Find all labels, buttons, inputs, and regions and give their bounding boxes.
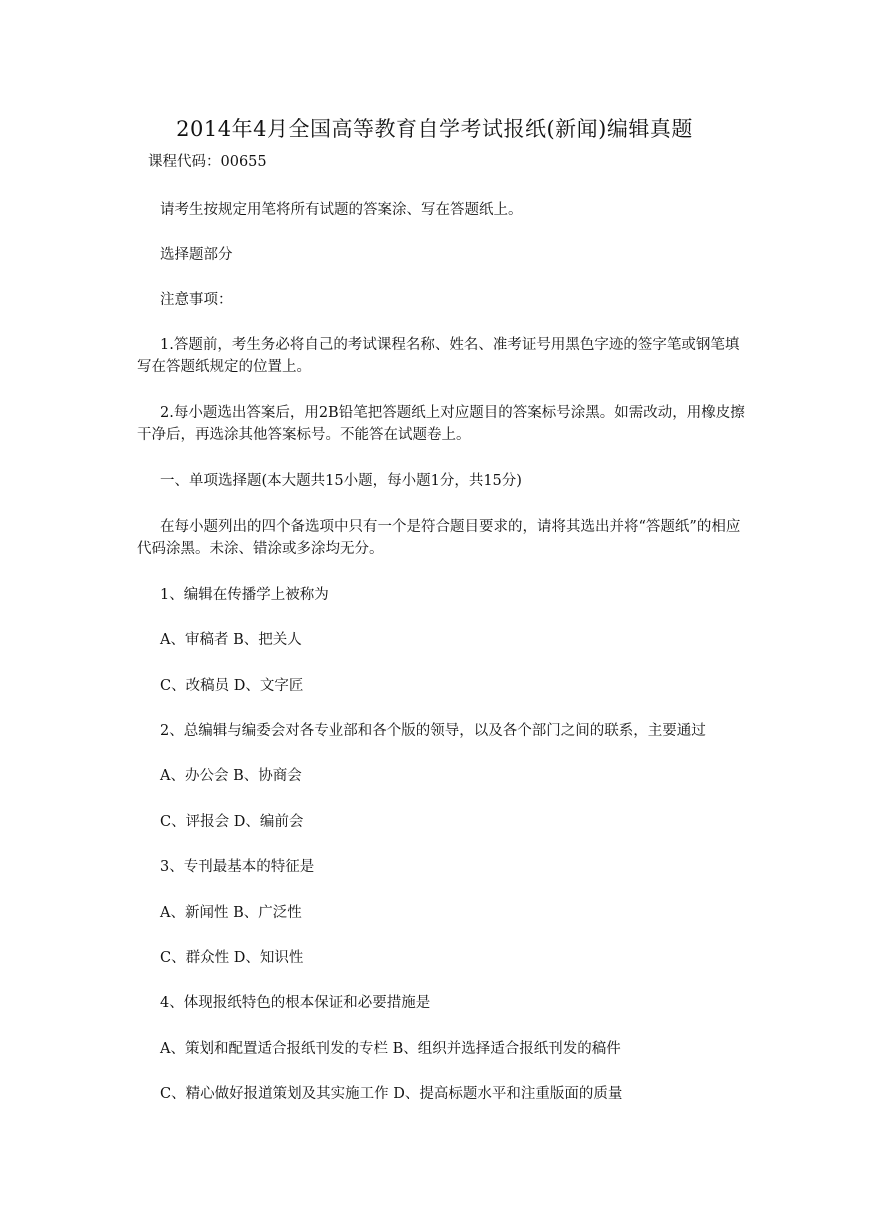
part-one-heading: 一、单项选择题(本大题共15小题，每小题1分，共15分) — [160, 473, 522, 489]
question-4-options-ab: A、策划和配置适合报纸刊发的专栏 B、组织并选择适合报纸刊发的稿件 — [160, 1041, 621, 1057]
question-3-options-cd: C、群众性 D、知识性 — [160, 950, 304, 966]
question-3-stem: 3、专刊最基本的特征是 — [160, 859, 315, 875]
notice-label: 注意事项： — [160, 292, 233, 308]
question-2-options-ab: A、办公会 B、协商会 — [160, 768, 302, 784]
part-one-instruction: 在每小题列出的四个备选项中只有一个是符合题目要求的，请将其选出并将“答题纸”的相应代码涂黑。未涂、错涂或多涂均无分。 — [137, 519, 741, 557]
notice-item-2: 2.每小题选出答案后，用2B铅笔把答题纸上对应题目的答案标号涂黑。如需改动，用橡皮擦干净后，再选涂其他答案标号。不能答在试题卷上。 — [137, 405, 745, 443]
question-1-options-cd: C、改稿员 D、文字匠 — [160, 678, 304, 694]
question-3-options-ab: A、新闻性 B、广泛性 — [160, 905, 302, 921]
question-2-stem: 2、总编辑与编委会对各专业部和各个版的领导，以及各个部门之间的联系，主要通过 — [160, 723, 706, 739]
question-4-stem: 4、体现报纸特色的根本保证和必要措施是 — [160, 995, 431, 1011]
course-code: 课程代码：00655 — [148, 154, 267, 170]
section-label: 选择题部分 — [160, 247, 233, 263]
question-2-options-cd: C、评报会 D、编前会 — [160, 814, 304, 830]
question-1-stem: 1、编辑在传播学上被称为 — [160, 587, 329, 603]
question-1-options-ab: A、审稿者 B、把关人 — [160, 632, 302, 648]
document-title: 2014年4月全国高等教育自学考试报纸(新闻)编辑真题 — [176, 117, 693, 141]
question-4-options-cd: C、精心做好报道策划及其实施工作 D、提高标题水平和注重版面的质量 — [160, 1086, 623, 1102]
exam-instruction: 请考生按规定用笔将所有试题的答案涂、写在答题纸上。 — [160, 202, 523, 218]
notice-item-1: 1.答题前，考生务必将自己的考试课程名称、姓名、准考证号用黑色字迹的签字笔或钢笔填写在答题纸规定的位置上。 — [137, 337, 740, 375]
